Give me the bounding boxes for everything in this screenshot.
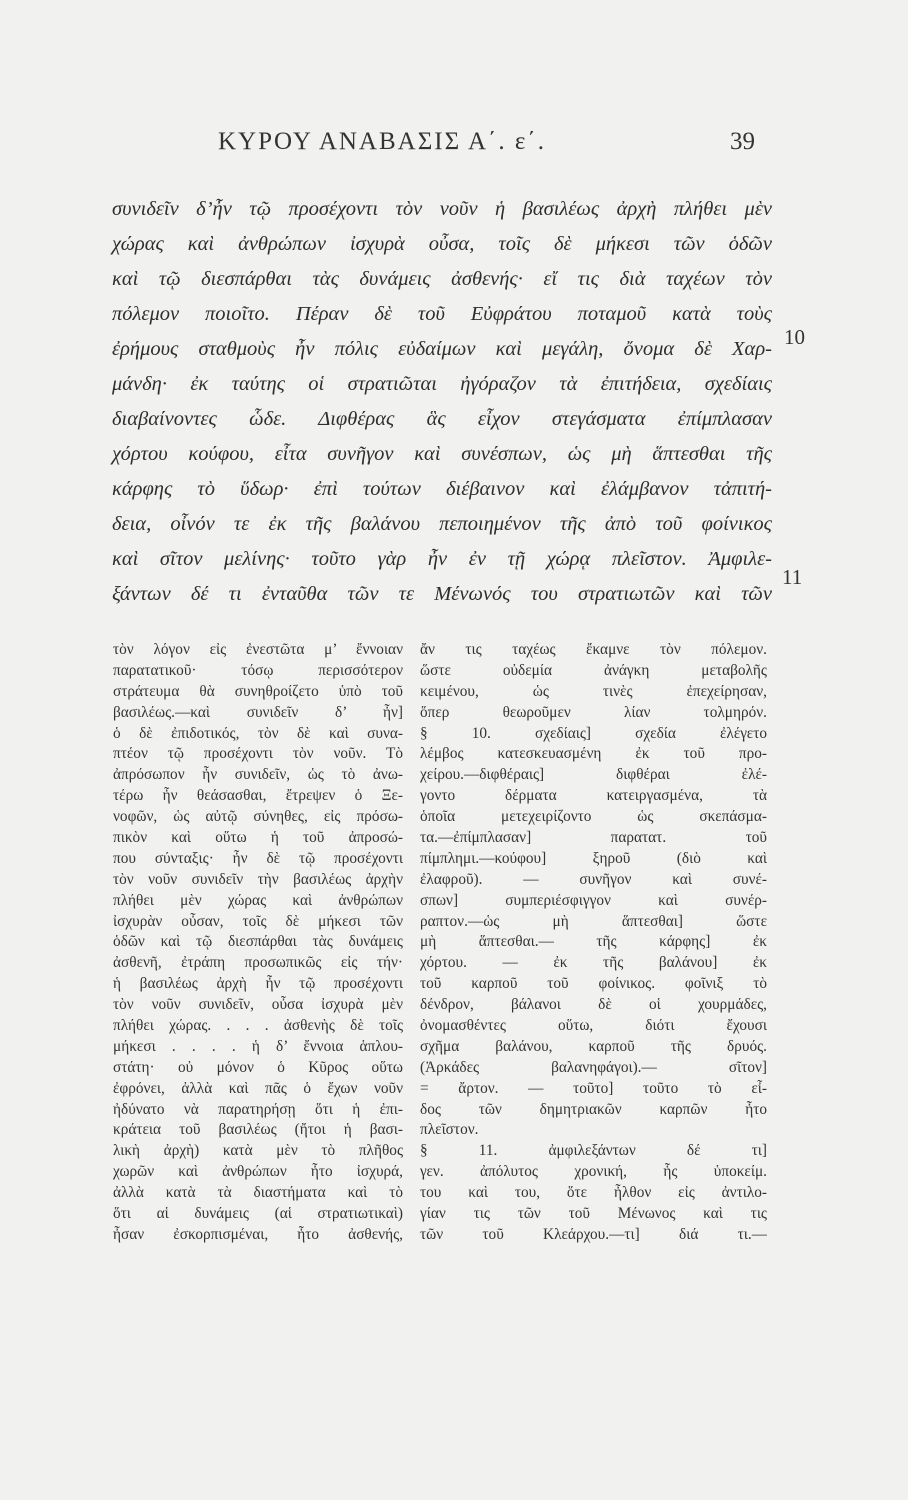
commentary-line: δος τῶν δημητριακῶν καρπῶν ἦτο	[420, 1100, 767, 1118]
page-header	[0, 128, 908, 168]
commentary-line: στράτευμα θὰ συνηθροίζετο ὑπὸ τοῦ	[113, 682, 403, 700]
commentary-line: ὅπερ θεωροῦμεν λίαν τολμηρόν.	[420, 703, 767, 721]
commentary-line: τὸν λόγον εἰς ἐνεστῶτα μ’ ἔννοιαν	[113, 641, 403, 658]
commentary-line: § 11. ἀμφιλεξάντων δέ τι]	[420, 1142, 767, 1160]
commentary-line: κράτεια τοῦ βασιλέως (ἤτοι ἡ βασι-	[113, 1121, 403, 1139]
commentary-line: τοῦ καρποῦ τοῦ φοίνικος. φοῖνιξ τὸ	[420, 975, 767, 993]
commentary-line: ὁ δὲ ἐπιδοτικός, τὸν δὲ καὶ συνα-	[113, 724, 403, 742]
commentary-line: πλήθει μὲν χώρας καὶ ἀνθρώπων	[113, 891, 403, 909]
commentary-line: ἦσαν ἐσκορπισμέναι, ἦτο ἀσθενής,	[113, 1225, 403, 1243]
commentary-line: § 10. σχεδίαις] σχεδία ἐλέγετο	[420, 724, 767, 742]
main-greek-text	[112, 192, 772, 612]
commentary-right-column	[420, 640, 767, 1246]
commentary-line: που σύνταξις· ἦν δὲ τῷ προσέχοντι	[113, 849, 403, 867]
margin-line-number: 10	[784, 325, 805, 349]
running-title: ΚΥΡΟΥ ΑΝΑΒΑΣΙΣ Α΄. ε΄.	[218, 128, 546, 155]
text-line: ἐρήμους σταθμοὺς ἦν πόλις εὐδαίμων καὶ μεγάλη, ὄνομα δὲ Χαρ-	[112, 338, 772, 360]
commentary-line: κειμένου, ὡς τινὲς ἐπεχείρησαν,	[420, 682, 767, 700]
page-number: 39	[730, 128, 755, 155]
commentary-line: ἡ βασιλέως ἀρχὴ ἦν τῷ προσέχοντι	[113, 975, 403, 993]
commentary-line: του καὶ του, ὅτε ἦλθον εἰς ἀντιλο-	[420, 1184, 767, 1202]
commentary-line: ραπτον.—ὡς μὴ ἅπτεσθαι] ὥστε	[420, 912, 767, 930]
commentary-line: λέμβος κατεσκευασμένη ἐκ τοῦ προ-	[420, 745, 767, 763]
text-line: χώρας καὶ ἀνθρώπων ἰσχυρὰ οὖσα, τοῖς δὲ μήκεσι τῶν ὁδῶν	[112, 233, 772, 255]
commentary-line: ἄν τις ταχέως ἔκαμνε τὸν πόλεμον.	[420, 641, 767, 658]
commentary-line: πλήθει χώρας. . . . ἀσθενὴς δὲ τοῖς	[113, 1017, 403, 1035]
text-line: χόρτου κούφου, εἶτα συνῆγον καὶ συνέσπων, ὡς μὴ ἅπτεσθαι τῆς	[112, 443, 772, 465]
commentary-line: πίμπλημι.—κούφου] ξηροῦ (διὸ καὶ	[420, 849, 767, 867]
text-line: μάνδη· ἐκ ταύτης οἱ στρατιῶται ἠγόραζον τὰ ἐπιτήδεια, σχεδίαις	[112, 373, 772, 395]
commentary-line: λικὴ ἀρχὴ) κατὰ μὲν τὸ πλῆθος	[113, 1142, 403, 1160]
commentary-line: μὴ ἅπτεσθαι.— τῆς κάρφης] ἐκ	[420, 933, 767, 951]
text-line: ξάντων δέ τι ἐνταῦθα τῶν τε Μένωνός του στρατιωτῶν καὶ τῶν	[112, 583, 772, 605]
commentary-line: ὁδῶν καὶ τῷ διεσπάρθαι τὰς δυνάμεις	[113, 933, 403, 951]
commentary-line: τῶν τοῦ Κλεάρχου.—τι] διά τι.—	[420, 1225, 767, 1243]
commentary-line: πικὸν καὶ οὕτω ἡ τοῦ ἀπροσώ-	[113, 829, 403, 847]
text-line: πόλεμον ποιοῖτο. Πέραν δὲ τοῦ Εὐφράτου ποταμοῦ κατὰ τοὺς	[112, 303, 772, 325]
text-line: συνιδεῖν δ’ἦν τῷ προσέχοντι τὸν νοῦν ἡ βασιλέως ἀρχὴ πλήθει μὲν	[112, 198, 772, 220]
commentary-line: ἰσχυρὰν οὖσαν, τοῖς δὲ μήκεσι τῶν	[113, 912, 403, 930]
commentary-line: σχῆμα βαλάνου, καρποῦ τῆς δρυός.	[420, 1037, 767, 1055]
commentary-line: σπων] συμπεριέσφιγγον καὶ συνέρ-	[420, 891, 767, 909]
commentary-line: (Ἀρκάδες βαλανηφάγοι).— σῖτον]	[420, 1058, 767, 1076]
commentary-line: παρατατικοῦ· τόσῳ περισσότερον	[113, 661, 403, 679]
commentary-line: γεν. ἀπόλυτος χρονική, ἧς ὑποκείμ.	[420, 1163, 767, 1181]
text-line: κάρφης τὸ ὕδωρ· ἐπὶ τούτων διέβαινον καὶ ἐλάμβανον τἀπιτή-	[112, 478, 772, 500]
commentary-line: τὸν νοῦν συνιδεῖν τὴν βασιλέως ἀρχὴν	[113, 870, 403, 888]
commentary-line: πτέον τῷ προσέχοντι τὸν νοῦν. Τὸ	[113, 745, 403, 763]
commentary-line: ὁποῖα μετεχειρίζοντο ὡς σκεπάσμα-	[420, 808, 767, 826]
commentary-line: πλεῖστον.	[420, 1121, 479, 1139]
commentary-line: ἀπρόσωπον ἦν συνιδεῖν, ὡς τὸ ἀνω-	[113, 766, 403, 784]
commentary-line: ὀνομασθέντες οὕτω, διότι ἔχουσι	[420, 1017, 767, 1035]
commentary-line: νοφῶν, ὡς αὐτῷ σύνηθες, εἰς πρόσω-	[113, 808, 403, 826]
commentary-line: γοντο δέρματα κατειργασμένα, τὰ	[420, 787, 767, 805]
commentary-line: ὥστε οὐδεμία ἀνάγκη μεταβολῆς	[420, 661, 767, 679]
commentary-line: μήκεσι . . . . ἡ δ’ ἔννοια ἁπλου-	[113, 1037, 403, 1055]
commentary-line: ἠδύνατο νὰ παρατηρήσῃ ὅτι ἡ ἐπι-	[113, 1100, 403, 1118]
commentary-line: ἀλλὰ κατὰ τὰ διαστήματα καὶ τὸ	[113, 1184, 403, 1202]
commentary-line: τα.—ἐπίμπλασαν] παρατατ. τοῦ	[420, 829, 767, 847]
margin-line-number: 11	[782, 565, 803, 589]
commentary-line: ἐφρόνει, ἀλλὰ καὶ πᾶς ὁ ἔχων νοῦν	[113, 1079, 403, 1097]
text-line: καὶ τῷ διεσπάρθαι τὰς δυνάμεις ἀσθενής· εἴ τις διὰ ταχέων τὸν	[112, 268, 772, 290]
commentary-line: χωρῶν καὶ ἀνθρώπων ἦτο ἰσχυρά,	[113, 1163, 403, 1181]
commentary-line: τὸν νοῦν συνιδεῖν, οὖσα ἰσχυρὰ μὲν	[113, 996, 403, 1014]
commentary-line: χόρτου. — ἐκ τῆς βαλάνου] ἐκ	[420, 954, 767, 972]
commentary-line: = ἄρτον. — τοῦτο] τοῦτο τὸ εἶ-	[420, 1079, 767, 1097]
commentary-line: ὅτι αἱ δυνάμεις (αἱ στρατιωτικαὶ)	[113, 1205, 403, 1223]
commentary-line: τέρω ἦν θεάσασθαι, ἔτρεψεν ὁ Ξε-	[113, 787, 403, 805]
text-line: καὶ σῖτον μελίνης· τοῦτο γὰρ ἦν ἐν τῇ χώρᾳ πλεῖστον. Ἀμφιλε-	[112, 548, 772, 570]
commentary-line: δένδρον, βάλανοι δὲ οἱ χουρμάδες,	[420, 996, 767, 1014]
commentary-line: χείρου.—διφθέραις] διφθέραι ἐλέ-	[420, 766, 767, 784]
text-line: δεια, οἶνόν τε ἐκ τῆς βαλάνου πεποιημένον τῆς ἀπὸ τοῦ φοίνικος	[112, 513, 772, 535]
commentary-line: ἀσθενῆ, ἐτράπη προσωπικῶς εἰς τήν·	[113, 954, 403, 972]
commentary-left-column	[113, 640, 403, 1246]
commentary-line: ἐλαφροῦ). — συνῆγον καὶ συνέ-	[420, 870, 767, 888]
commentary-line: βασιλέως.—καὶ συνιδεῖν δ’ ἦν]	[113, 703, 403, 721]
commentary-line: στάτη· οὐ μόνον ὁ Κῦρος οὕτω	[113, 1058, 403, 1076]
text-line: διαβαίνοντες ὧδε. Διφθέρας ἃς εἶχον στεγάσματα ἐπίμπλασαν	[112, 408, 772, 430]
commentary-line: γίαν τις τῶν τοῦ Μένωνος καὶ τις	[420, 1205, 767, 1223]
